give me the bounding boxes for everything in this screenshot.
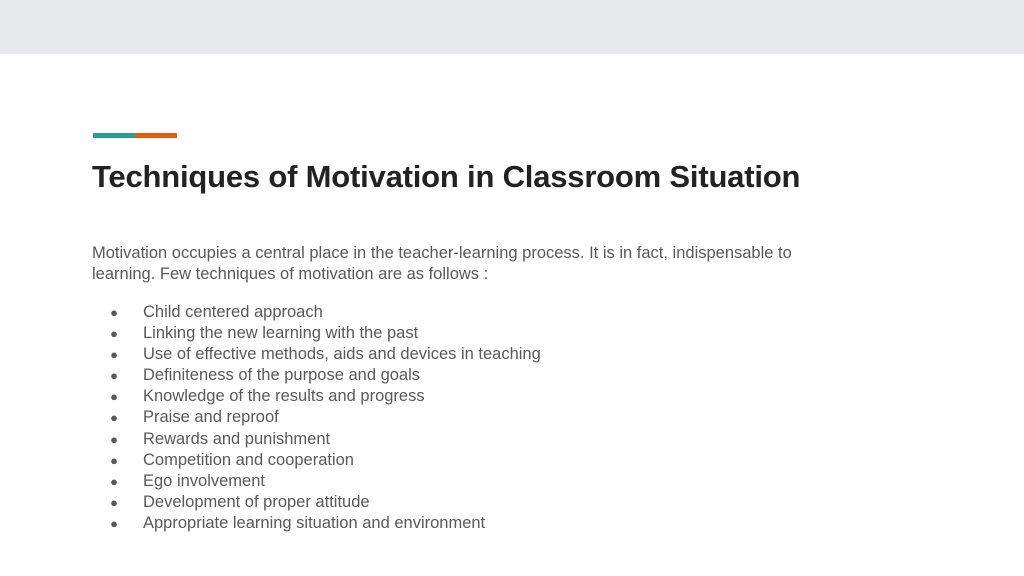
list-item-text: Knowledge of the results and progress xyxy=(143,387,425,406)
intro-paragraph xyxy=(92,243,912,285)
bullet-icon: ● xyxy=(110,473,118,489)
slide-title: Techniques of Motivation in Classroom Situation xyxy=(92,159,801,194)
list-item-text: Appropriate learning situation and environment xyxy=(143,513,486,532)
list-item-text: Ego involvement xyxy=(143,471,265,490)
bullet-icon: ● xyxy=(110,410,118,426)
list-item-text: Linking the new learning with the past xyxy=(143,324,419,343)
list-item-text: Praise and reproof xyxy=(143,408,279,427)
bullet-icon: ● xyxy=(110,494,118,510)
list-item-text: Rewards and punishment xyxy=(143,429,331,448)
bullet-icon: ● xyxy=(110,431,118,447)
list-item-text: Definiteness of the purpose and goals xyxy=(143,366,421,385)
intro-line-1: Motivation occupies a central place in the teacher-learning process. It is in fact, indispensable to xyxy=(92,244,792,262)
bullet-icon: ● xyxy=(110,368,118,384)
list-item-text: Use of effective methods, aids and devices in teaching xyxy=(143,345,541,364)
accent-teal-segment xyxy=(93,133,135,138)
list-item-text: Child centered approach xyxy=(143,303,323,321)
list-item-text: Development of proper attitude xyxy=(143,492,370,511)
title-accent-bar xyxy=(93,133,177,138)
list-item-text: Competition and cooperation xyxy=(143,450,354,469)
top-band xyxy=(0,0,1024,54)
bullet-icon: ● xyxy=(110,515,118,531)
intro-line-2: learning. Few techniques of motivation are as follows : xyxy=(92,265,489,283)
bullet-icon: ● xyxy=(110,305,118,320)
bullet-icon: ● xyxy=(110,326,118,342)
accent-orange-segment xyxy=(135,133,177,138)
bullet-icon: ● xyxy=(110,452,118,468)
bullet-icon: ● xyxy=(110,389,118,405)
bullet-icon: ● xyxy=(110,347,118,363)
